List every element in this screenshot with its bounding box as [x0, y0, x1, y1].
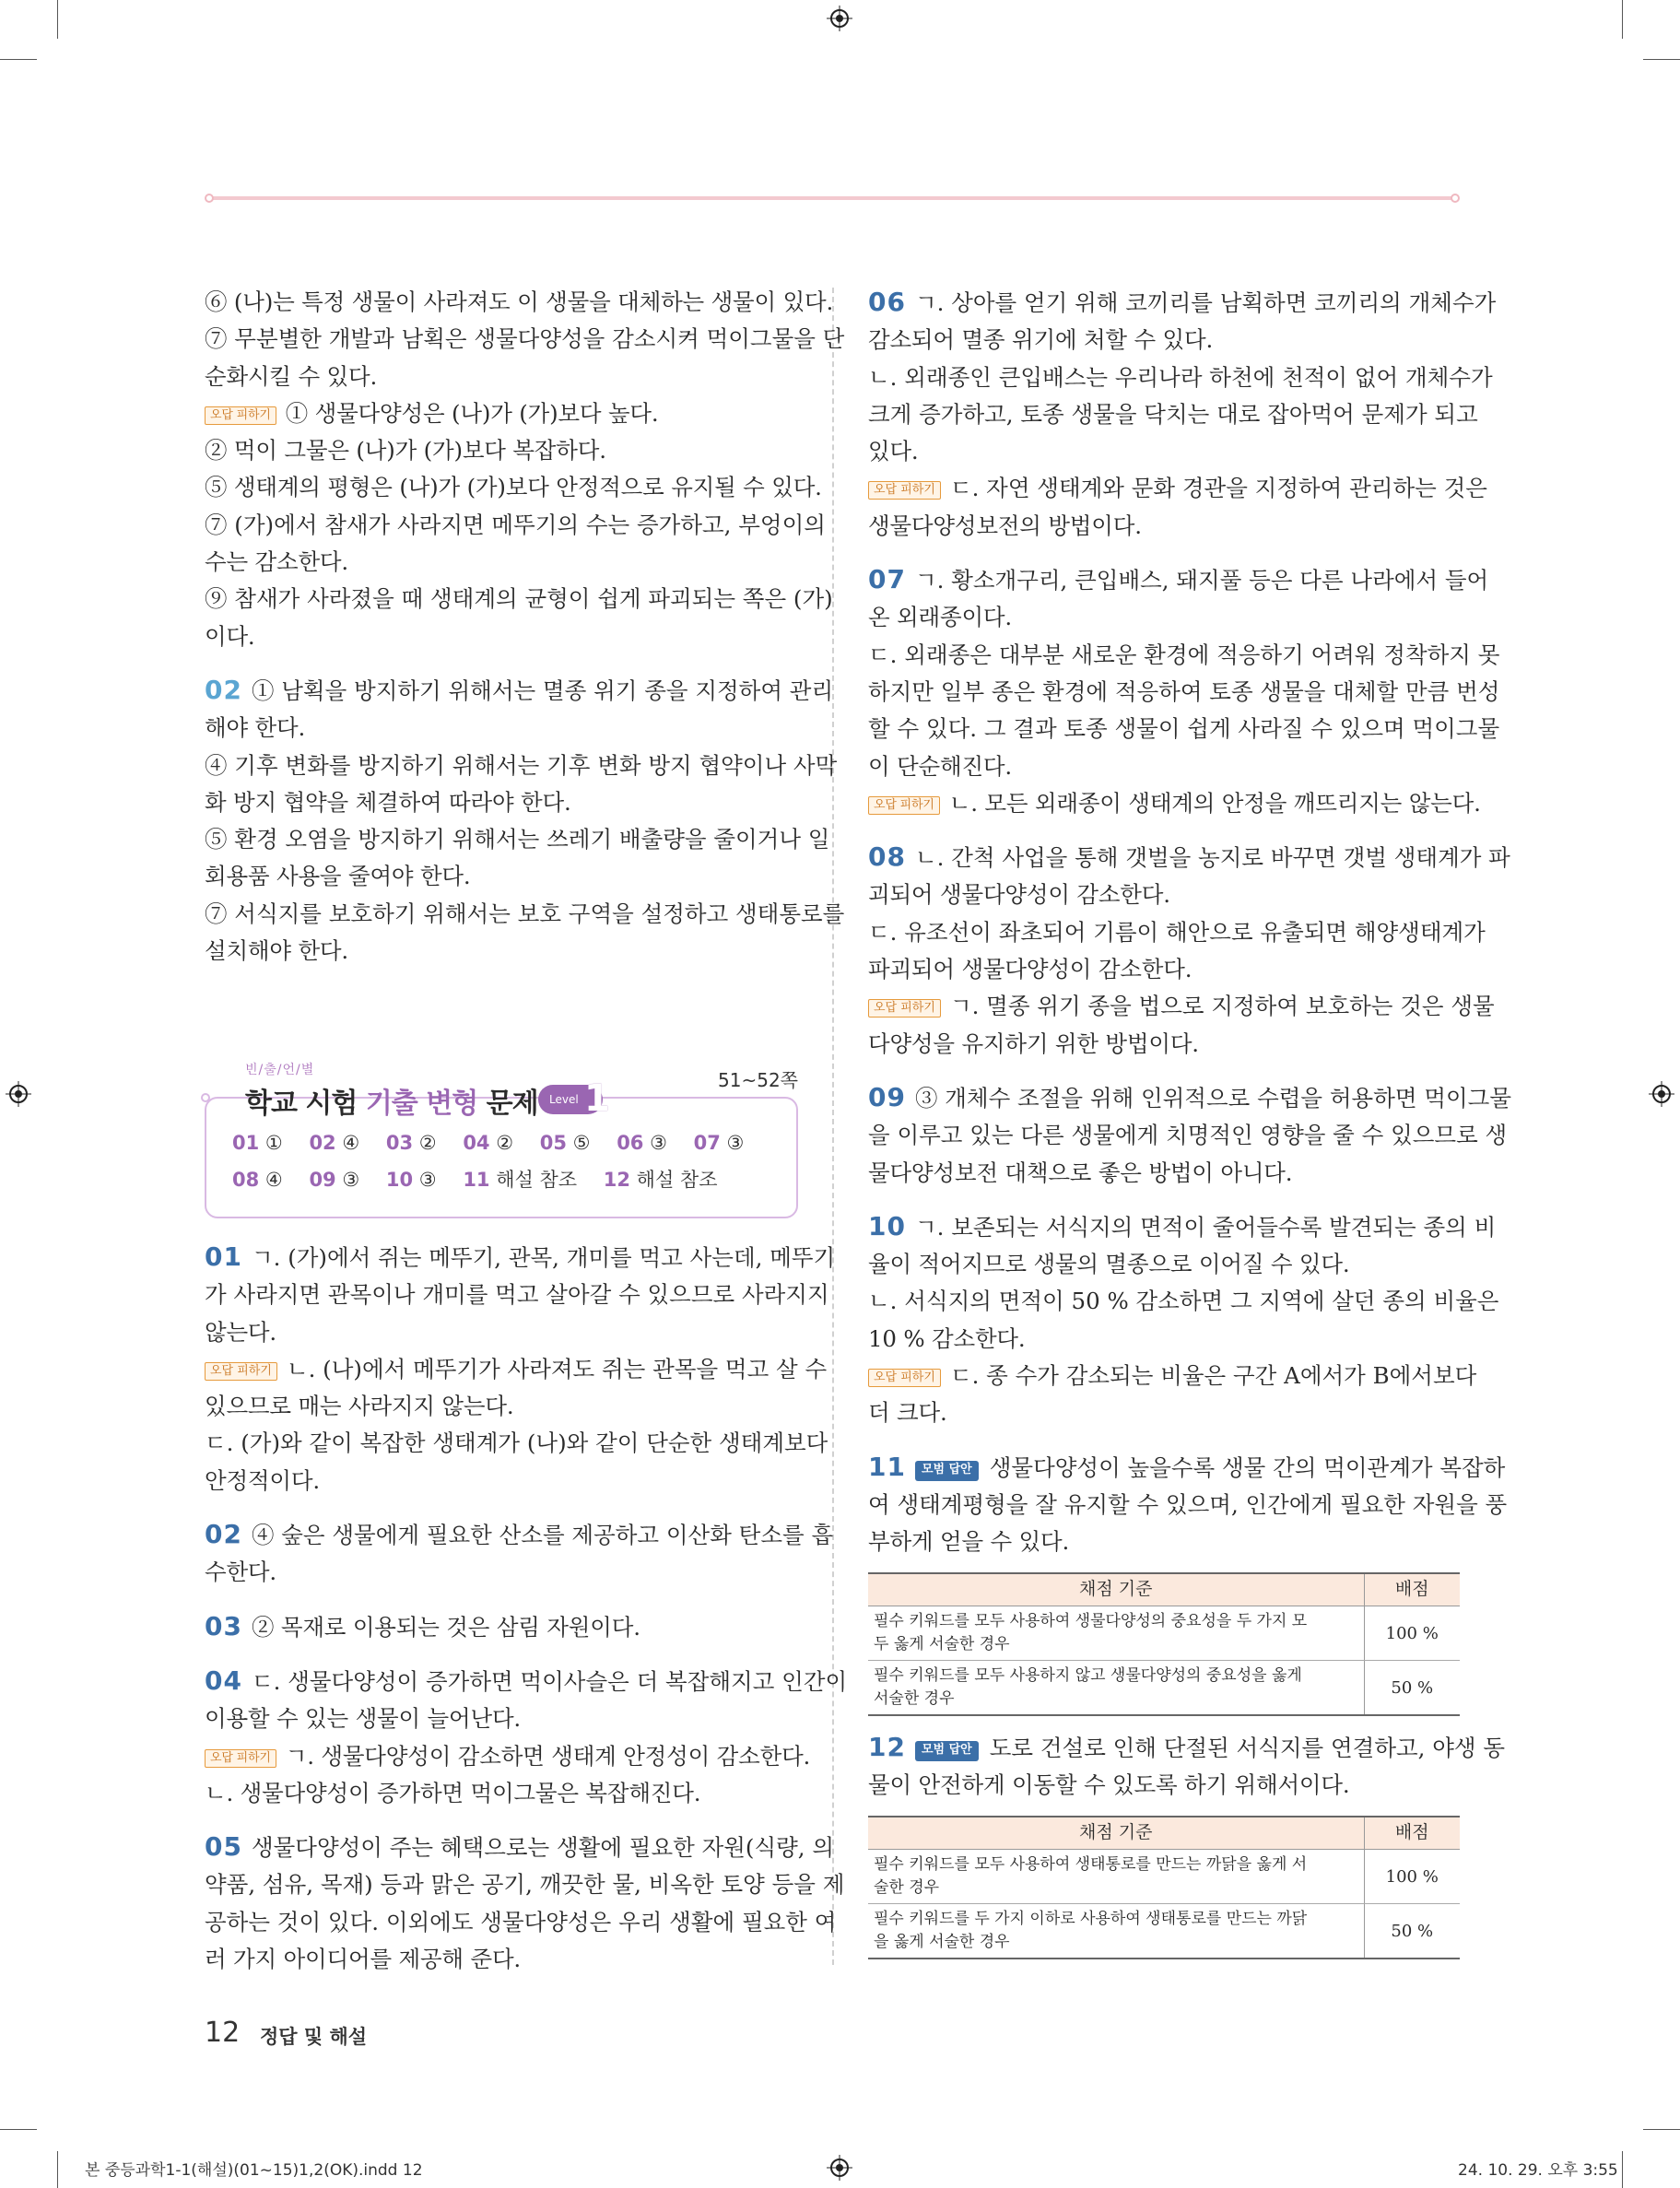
registration-mark-icon: [827, 2155, 852, 2181]
text-line: 이용할 수 있는 생물이 늘어난다.: [205, 1705, 522, 1733]
crop-mark: [1643, 2129, 1680, 2130]
text-line: 회용품 사용을 줄여야 한다.: [205, 863, 471, 890]
text-line: 더 크다.: [868, 1399, 947, 1427]
crop-mark: [1643, 59, 1680, 60]
table-row: 필수 키워드를 모두 사용하여 생물다양성의 중요성을 두 가지 모 두 옳게 서술한 경우 100 %: [868, 1606, 1460, 1661]
wrong-answer-tag: 오답 피하기: [868, 481, 941, 500]
registration-mark-icon: [6, 1081, 31, 1107]
question-number: 08: [868, 841, 906, 873]
page-number: 12: [205, 2017, 241, 2049]
text-line: 10 % 감소한다.: [868, 1324, 1026, 1352]
answer-01: 01 ㄱ. (가)에서 쥐는 메뚜기, 관목, 개미를 먹고 사는데, 메뚜기: [205, 1241, 836, 1272]
wrong-answer-tag: 오답 피하기: [868, 1369, 941, 1387]
text-line: 이 단순해진다.: [868, 752, 1012, 780]
wrong-answer-line: 오답 피하기 ㄴ. (나)에서 메뚜기가 사라져도 쥐는 관목을 먹고 살 수: [205, 1351, 798, 1388]
question-number: 03: [205, 1610, 242, 1641]
left-column-lower: [205, 1239, 848, 1978]
question-number: 02: [205, 1519, 242, 1550]
answer-11: 11 모범 답안 생물다양성이 높을수록 생물 간의 먹이관계가 복잡하: [868, 1451, 1506, 1482]
table-header: 배점: [1364, 1573, 1460, 1606]
answer-03: 03 ② 목재로 이용되는 것은 삼림 자원이다.: [205, 1610, 640, 1641]
section-title: 정답 및 해설: [260, 2026, 368, 2048]
text-line: 을 이루고 있는 다른 생물에게 치명적인 영향을 줄 수 있으므로 생: [868, 1122, 1508, 1149]
answer-08: 08 ㄴ. 간척 사업을 통해 갯벌을 농지로 바꾸면 갯벌 생태계가 파: [868, 841, 1510, 873]
answer-06: 06 ㄱ. 상아를 얻기 위해 코끼리를 남획하면 코끼리의 개체수가: [868, 287, 1497, 317]
question-number: 12: [868, 1732, 906, 1762]
question-number: 01: [205, 1241, 242, 1272]
text-line: 수한다.: [205, 1559, 276, 1586]
scoring-table-12: [868, 1816, 1460, 1960]
text-line: 크게 증가하고, 토종 생물을 닥치는 대로 잡아먹어 문제가 되고: [868, 400, 1478, 428]
registration-mark-icon: [827, 6, 852, 31]
wrong-answer-tag: 오답 피하기: [868, 999, 941, 1018]
table-row: 필수 키워드를 모두 사용하지 않고 생물다양성의 중요성을 옳게 서술한 경우 50 %: [868, 1661, 1460, 1716]
text-line: 안정적이다.: [205, 1466, 320, 1494]
text-line: 물이 안전하게 이동할 수 있도록 하기 위해서이다.: [868, 1771, 1350, 1799]
text-line: 해야 한다.: [205, 714, 306, 742]
print-slug-file: 본 중등과학1-1(해설)(01~15)1,2(OK).indd 12: [85, 2161, 423, 2180]
wrong-answer-line: 오답 피하기 ㄷ. 종 수가 감소되는 비율은 구간 A에서가 B에서보다: [868, 1358, 1460, 1394]
text-line: ㄷ. 유조선이 좌초되어 기름이 해안으로 유출되면 해양생태계가: [868, 918, 1486, 946]
level-title: 학교 시험 기출 변형 문제: [245, 1088, 538, 1120]
model-answer-tag: 모범 답안: [915, 1461, 979, 1481]
table-row: 필수 키워드를 두 가지 이하로 사용하여 생태통로를 만드는 까닭 을 옳게 서술한 경우 50 %: [868, 1904, 1460, 1959]
crop-mark: [0, 2129, 37, 2130]
text-line: 여 생태계평형을 잘 유지할 수 있으며, 인간에게 필요한 자원을 풍: [868, 1490, 1508, 1518]
text-line: 할 수 있다. 그 결과 토종 생물이 쉽게 사라질 수 있으며 먹이그물: [868, 715, 1500, 743]
text-line: 약품, 섬유, 목재) 등과 맑은 공기, 깨끗한 물, 비옥한 토양 등을 제: [205, 1871, 845, 1899]
text-line: 감소되어 멸종 위기에 처할 수 있다.: [868, 326, 1214, 354]
text-line: 율이 적어지므로 생물의 멸종으로 이어질 수 있다.: [868, 1251, 1350, 1278]
text-line: ② 먹이 그물은 (나)가 (가)보다 복잡하다.: [205, 437, 606, 465]
text-line: ㄴ. 생물다양성이 증가하면 먹이그물은 복잡해진다.: [205, 1779, 701, 1806]
answer-02: 02 ④ 숲은 생물에게 필요한 산소를 제공하고 이산화 탄소를 흡: [205, 1519, 834, 1550]
question-number: 10: [868, 1210, 906, 1241]
column-divider: [832, 288, 834, 1965]
text-line: ㄴ. 외래종인 큰입배스는 우리나라 하천에 천적이 없어 개체수가: [868, 363, 1493, 391]
print-slug-date: 24. 10. 29. 오후 3:55: [1458, 2161, 1618, 2180]
text-line: 괴되어 생물다양성이 감소한다.: [868, 881, 1170, 909]
crop-mark: [57, 2151, 58, 2188]
crop-mark: [1622, 0, 1623, 39]
text-line: 물다양성보전 대책으로 좋은 방법이 아니다.: [868, 1159, 1293, 1186]
text-line: 수는 감소한다.: [205, 548, 348, 576]
level-badge: Level 1: [538, 1076, 612, 1121]
text-line: 순화시킬 수 있다.: [205, 362, 378, 390]
text-line: ⑤ 생태계의 평형은 (나)가 (가)보다 안정적으로 유지될 수 있다.: [205, 474, 822, 501]
page-range: 51~52쪽: [718, 1069, 798, 1091]
answer-04: 04 ㄷ. 생물다양성이 증가하면 먹이사슬은 더 복잡해지고 인간이: [205, 1665, 848, 1696]
answer-row-2: 08 ④ 09 ③ 10 ③ 11 해설 참조 12 해설 참조: [232, 1169, 718, 1191]
text-line: 공하는 것이 있다. 이외에도 생물다양성은 우리 생활에 필요한 여: [205, 1908, 837, 1935]
answer-09: 09 ③ 개체수 조절을 위해 인위적으로 수렵을 허용하면 먹이그물: [868, 1081, 1511, 1112]
text-line: ⑦ 서식지를 보호하기 위해서는 보호 구역을 설정하고 생태통로를: [205, 900, 845, 927]
model-answer-tag: 모범 답안: [915, 1741, 979, 1761]
text-line: 생물다양성보전의 방법이다.: [868, 512, 1142, 539]
question-02-first-line: 02 ① 남획을 방지하기 위해서는 멸종 위기 종을 지정하여 관리: [205, 674, 834, 705]
text-line: 부하게 얻을 수 있다.: [868, 1528, 1070, 1556]
answer-07: 07 ㄱ. 황소개구리, 큰입배스, 돼지풀 등은 다른 나라에서 들어: [868, 564, 1489, 595]
wrong-answer-line: 오답 피하기 ㄷ. 자연 생태계와 문화 경관을 지정하여 관리하는 것은: [868, 470, 1460, 507]
text-line: ⑦ 무분별한 개발과 남획은 생물다양성을 감소시켜 먹이그물을 단: [205, 325, 845, 353]
text-line: 가 사라지면 관목이나 개미를 먹고 살아갈 수 있으므로 사라지지: [205, 1281, 829, 1309]
text-line: 이다.: [205, 622, 255, 650]
text-line: ⑥ (나)는 특정 생물이 사라져도 이 생물을 대체하는 생물이 있다.: [205, 288, 834, 315]
wrong-answer-tag: 오답 피하기: [205, 1749, 276, 1768]
question-number: 05: [205, 1831, 242, 1863]
question-number: 11: [868, 1451, 906, 1482]
text-line: ㄷ. (가)와 같이 복잡한 생태계가 (나)와 같이 단순한 생태계보다: [205, 1429, 828, 1457]
wrong-answer-tag: 오답 피하기: [868, 796, 940, 815]
text-line: 다양성을 유지하기 위한 방법이다.: [868, 1029, 1199, 1057]
wrong-answer-line: 오답 피하기 ㄱ. 멸종 위기 종을 법으로 지정하여 보호하는 것은 생물: [868, 988, 1460, 1025]
text-line: 러 가지 아이디어를 제공해 준다.: [205, 1946, 522, 1973]
table-header: 채점 기준: [868, 1817, 1364, 1850]
text-line: ⑤ 환경 오염을 방지하기 위해서는 쓰레기 배출량을 줄이거나 일: [205, 826, 830, 853]
text-line: 있다.: [868, 438, 919, 465]
text-line: 파괴되어 생물다양성이 감소한다.: [868, 956, 1192, 983]
wrong-answer-line: 오답 피하기 ㄴ. 모든 외래종이 생태계의 안정을 깨뜨리지는 않는다.: [868, 785, 1460, 822]
level-subtitle: 빈/출/언/별: [245, 1063, 315, 1077]
table-row: 필수 키워드를 모두 사용하여 생태통로를 만드는 까닭을 옳게 서 술한 경우 100 %: [868, 1850, 1460, 1904]
text-line: 온 외래종이다.: [868, 604, 1012, 631]
crop-mark: [0, 59, 37, 60]
question-number: 07: [868, 564, 906, 595]
question-number: 06: [868, 287, 906, 317]
question-number: 09: [868, 1081, 906, 1112]
answer-12: 12 모범 답안 도로 건설로 인해 단절된 서식지를 연결하고, 야생 동: [868, 1732, 1506, 1762]
answer-05: 05 생물다양성이 주는 혜택으로는 생활에 필요한 자원(식량, 의: [205, 1831, 835, 1863]
left-column-upper: [205, 284, 845, 970]
text-line: ㄴ. 서식지의 면적이 50 % 감소하면 그 지역에 살던 종의 비율은: [868, 1288, 1499, 1315]
wrong-answer-tag: 오답 피하기: [205, 406, 276, 425]
header-rule: [205, 194, 1460, 203]
level-summary-box: [205, 1060, 798, 1218]
text-line: 있으므로 매는 사라지지 않는다.: [205, 1393, 514, 1420]
wrong-answer-line: 오답 피하기 ㄱ. 생물다양성이 감소하면 생태계 안정성이 감소한다.: [205, 1738, 798, 1775]
table-header: 배점: [1364, 1817, 1460, 1850]
crop-mark: [57, 0, 58, 39]
question-number: 04: [205, 1665, 242, 1696]
text-line: 설치해야 한다.: [205, 937, 348, 965]
text-line: 화 방지 협약을 체결하여 따라야 한다.: [205, 788, 571, 816]
wrong-answer-line: 오답 피하기 ① 생물다양성은 (나)가 (가)보다 높다.: [205, 395, 798, 432]
answer-row-1: 01 ① 02 ④ 03 ② 04 ② 05 ⑤ 06 ③ 07 ③: [232, 1132, 745, 1154]
scoring-table-11: [868, 1572, 1460, 1717]
registration-mark-icon: [1649, 1081, 1674, 1107]
text-line: ⑨ 참새가 사라졌을 때 생태계의 균형이 쉽게 파괴되는 쪽은 (가): [205, 585, 833, 613]
text-line: ⑦ (가)에서 참새가 사라지면 메뚜기의 수는 증가하고, 부엉이의: [205, 511, 826, 538]
table-header: 채점 기준: [868, 1573, 1364, 1606]
text-line: 하지만 일부 종은 환경에 적응하여 토종 생물을 대체할 만큼 번성: [868, 677, 1500, 705]
crop-mark: [1622, 2151, 1623, 2188]
text-line: ㄷ. 외래종은 대부분 새로운 환경에 적응하기 어려워 정착하지 못: [868, 641, 1500, 668]
answer-10: 10 ㄱ. 보존되는 서식지의 면적이 줄어들수록 발견되는 종의 비: [868, 1210, 1497, 1241]
wrong-answer-tag: 오답 피하기: [205, 1362, 277, 1381]
text-line: 않는다.: [205, 1318, 276, 1346]
question-number: 02: [205, 674, 242, 705]
text-line: ④ 기후 변화를 방지하기 위해서는 기후 변화 방지 협약이나 사막: [205, 751, 838, 779]
right-column: [868, 284, 1511, 1972]
